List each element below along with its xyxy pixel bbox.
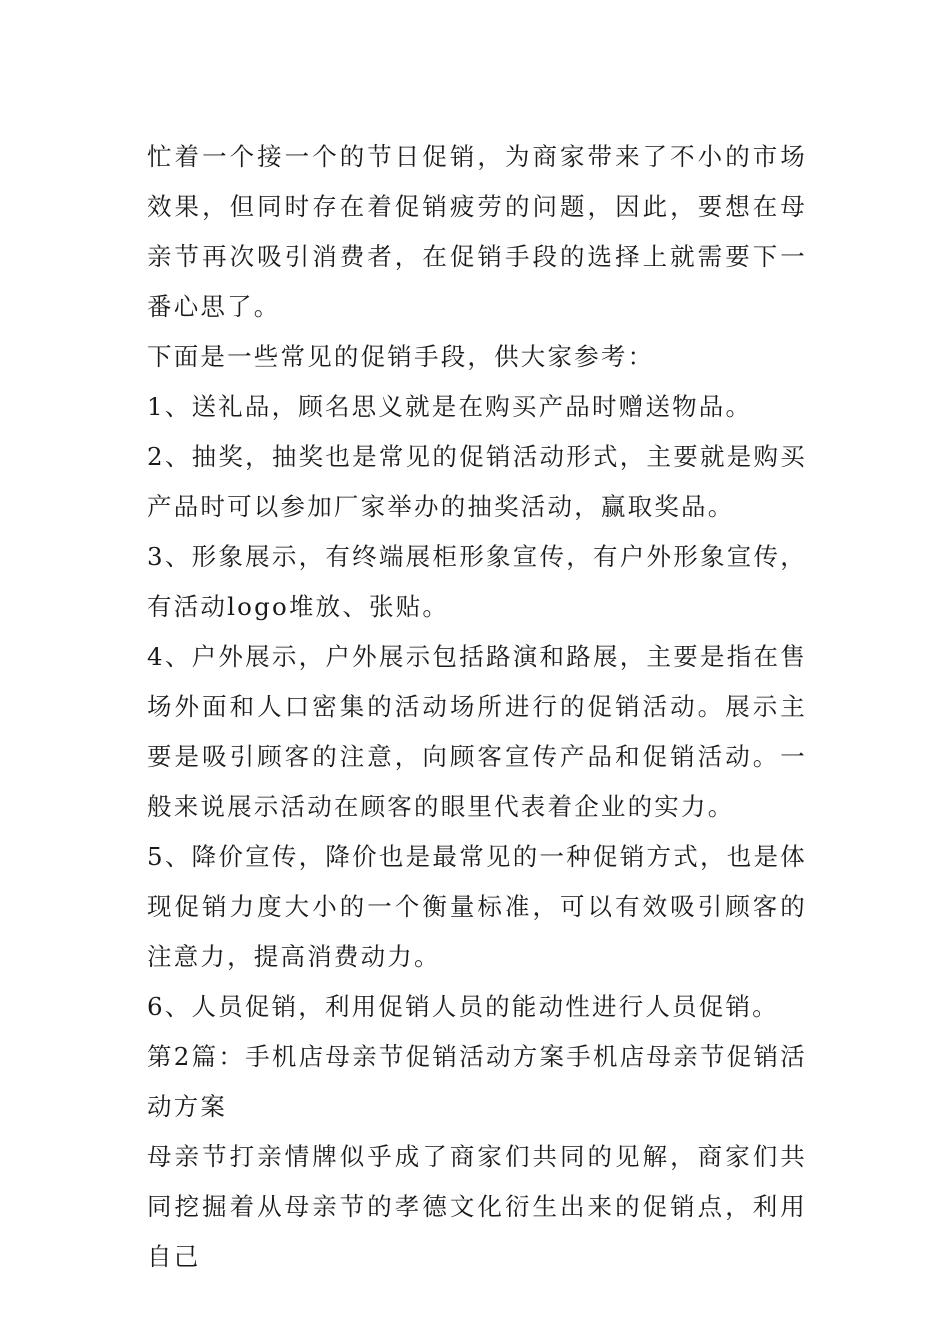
document-body [147,132,807,1282]
section-heading: 第2篇：手机店母亲节促销活动方案手机店母亲节促销活动方案 [147,1042,807,1121]
list-item-staff-promotion: 6、人员促销，利用促销人员的能动性进行人员促销。 [147,992,779,1021]
list-item-price-cut: 5、降价宣传，降价也是最常见的一种促销方式，也是体现促销力度大小的一个衡量标准，可以有效吸引顾客的注意力，提高消费动力。 [147,842,807,971]
list-item-gift: 1、送礼品，顾名思义就是在购买产品时赠送物品。 [147,392,753,421]
list-item-outdoor-display: 4、户外展示，户外展示包括路演和路展，主要是指在售场外面和人口密集的活动场所进行的促销活动。展示主要是吸引顾客的注意，向顾客宣传产品和促销活动。一般来说展示活动在顾客的眼里代表着企业的实力。 [147,642,807,821]
paragraph-section-2: 母亲节打亲情牌似乎成了商家们共同的见解，商家们共同挖掘着从母亲节的孝德文化衍生出来的促销点，利用自己 [147,1142,807,1271]
paragraph-intro: 忙着一个接一个的节日促销，为商家带来了不小的市场效果，但同时存在着促销疲劳的问题，因此，要想在母亲节再次吸引消费者，在促销手段的选择上就需要下一番心思了。 [147,142,807,321]
paragraph-lead-in: 下面是一些常见的促销手段，供大家参考： [147,342,655,371]
list-item-lottery: 2、抽奖，抽奖也是常见的促销活动形式，主要就是购买产品时可以参加厂家举办的抽奖活动，赢取奖品。 [147,442,807,521]
list-item-image-display: 3、形象展示，有终端展柜形象宣传，有户外形象宣传，有活动logo堆放、张贴。 [147,542,807,621]
